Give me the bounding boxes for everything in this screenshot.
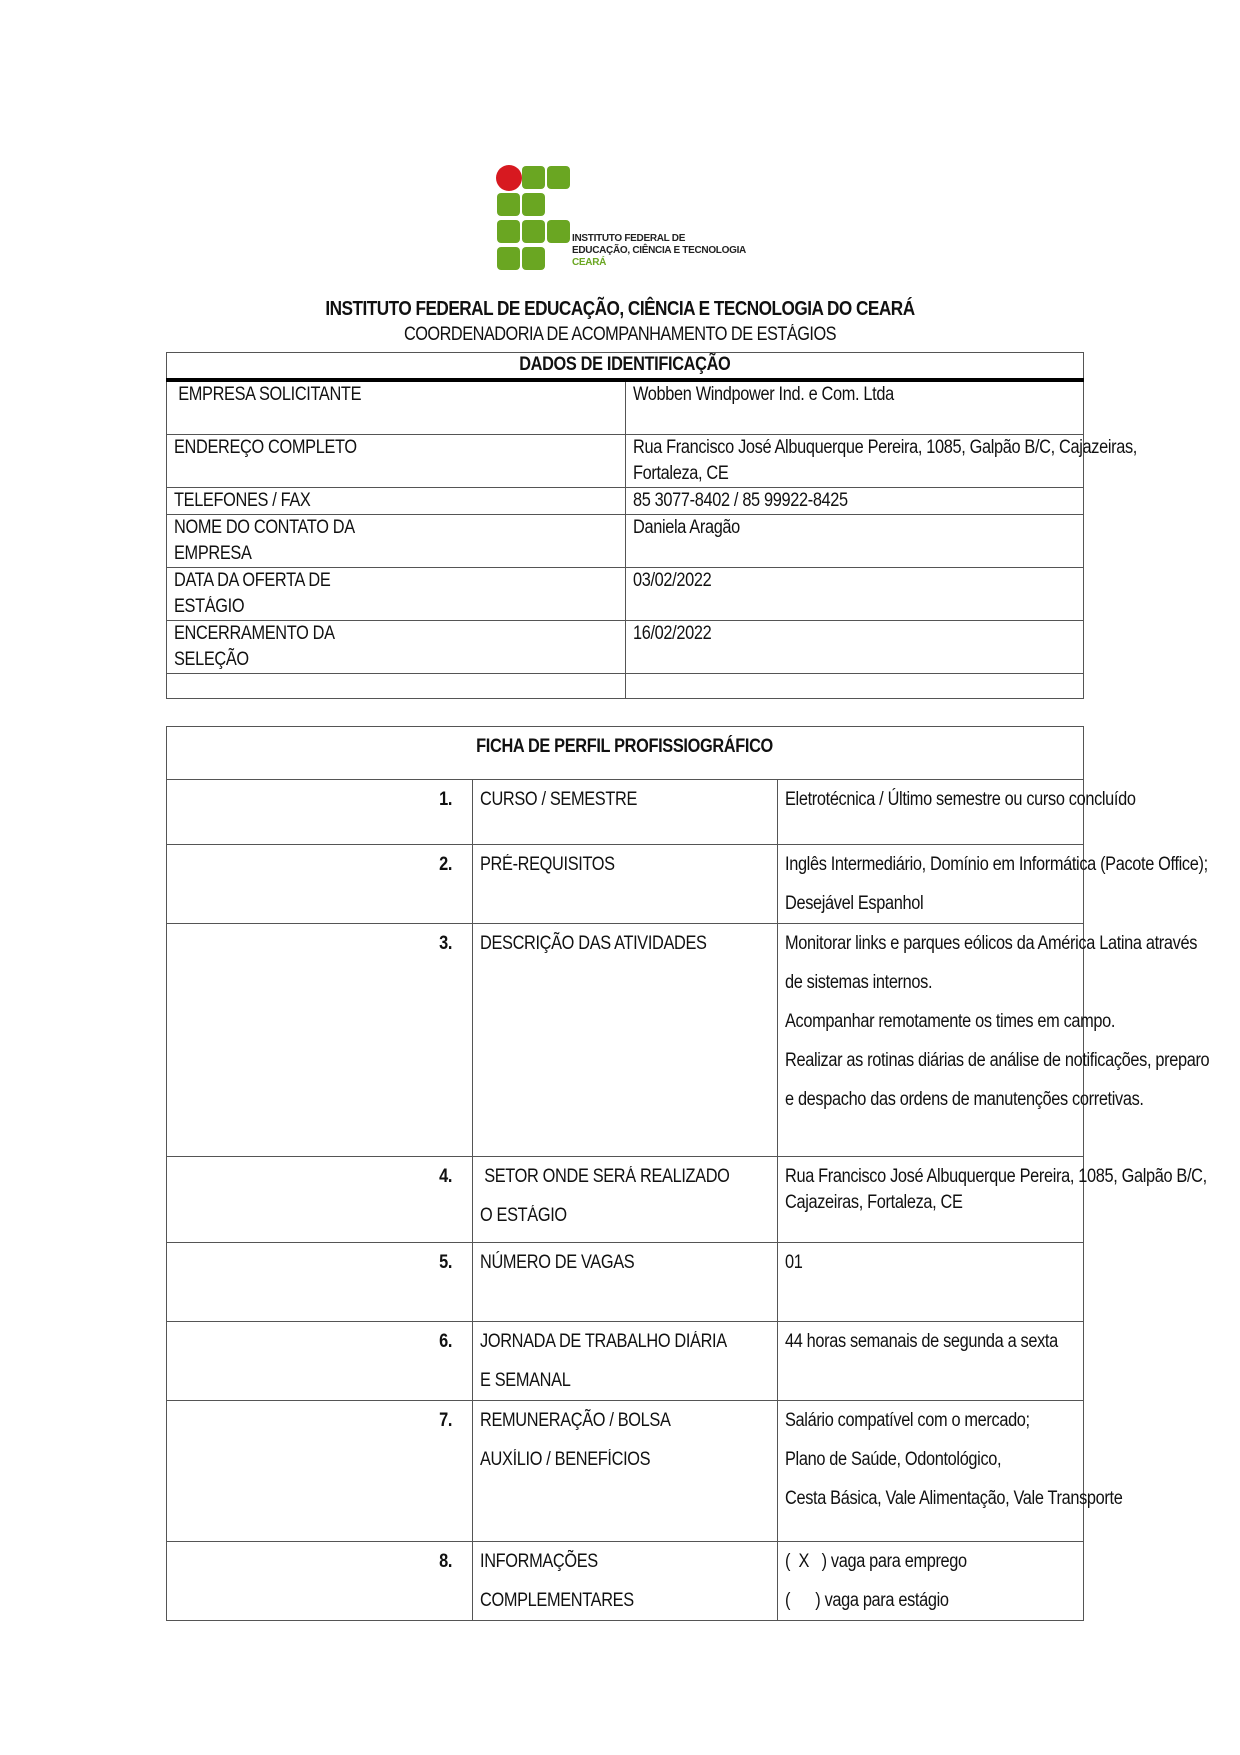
table-row — [167, 780, 1084, 845]
row-label: INFORMAÇÕES COMPLEMENTARES — [472, 1542, 778, 1621]
row-value: 85 3077-8402 / 85 99922-8425 — [625, 488, 1084, 515]
row-number: 8. — [167, 1542, 473, 1621]
table-row — [167, 488, 1084, 515]
document-subtitle: COORDENADORIA DE ACOMPANHAMENTO DE ESTÁGIOS — [403, 324, 837, 345]
row-number: 3. — [167, 924, 473, 1157]
logo-square — [497, 247, 520, 270]
table-row — [167, 845, 1084, 924]
profile-heading: FICHA DE PERFIL PROFISSIOGRÁFICO — [167, 727, 1084, 780]
logo-text-line3: CEARÁ — [572, 257, 607, 268]
row-number: 5. — [167, 1243, 473, 1322]
logo-text-line2: EDUCAÇÃO, CIÊNCIA E TECNOLOGIA — [572, 245, 746, 256]
table-row — [167, 1542, 1084, 1621]
row-value: Rua Francisco José Albuquerque Pereira, 1085, Galpão B/C, Cajazeiras, Fortaleza, CE — [778, 1157, 1084, 1243]
logo-square — [522, 247, 545, 270]
row-label: EMPRESA SOLICITANTE — [167, 380, 626, 435]
table-row — [167, 621, 1084, 674]
institution-logo — [497, 165, 757, 277]
logo-text-line1: INSTITUTO FEDERAL DE — [572, 233, 686, 244]
row-number: 1. — [167, 780, 473, 845]
row-value: 01 — [778, 1243, 1084, 1322]
document-title: INSTITUTO FEDERAL DE EDUCAÇÃO, CIÊNCIA E TECNOLOGIA DO CEARÁ — [325, 298, 915, 320]
row-label: ENCERRAMENTO DA SELEÇÃO — [167, 621, 626, 674]
row-value — [778, 1542, 1084, 1621]
row-value: Wobben Windpower Ind. e Com. Ltda — [625, 380, 1084, 435]
row-value: Salário compatível com o mercado; Plano de Saúde, Odontológico, Cesta Básica, Vale Alimentação, Vale Transporte — [778, 1401, 1084, 1542]
row-value: Daniela Aragão — [625, 515, 1084, 568]
option-vaga-emprego: ( X ) vaga para emprego — [785, 1551, 968, 1572]
row-value — [625, 674, 1084, 699]
row-label: PRÉ-REQUISITOS — [472, 845, 778, 924]
table-row — [167, 1322, 1084, 1401]
row-value: 44 horas semanais de segunda a sexta — [778, 1322, 1084, 1401]
logo-square — [547, 220, 570, 243]
table-row — [167, 380, 1084, 435]
table-row — [167, 568, 1084, 621]
row-label: NOME DO CONTATO DA EMPRESA — [167, 515, 626, 568]
row-label: REMUNERAÇÃO / BOLSA AUXÍLIO / BENEFÍCIOS — [472, 1401, 778, 1542]
logo-red-dot — [496, 165, 522, 191]
row-label — [167, 674, 626, 699]
row-label: ENDEREÇO COMPLETO — [167, 435, 626, 488]
row-label: DATA DA OFERTA DE ESTÁGIO — [167, 568, 626, 621]
logo-square — [522, 166, 545, 189]
row-label: NÚMERO DE VAGAS — [472, 1243, 778, 1322]
row-number: 6. — [167, 1322, 473, 1401]
logo-square — [522, 220, 545, 243]
row-label: TELEFONES / FAX — [167, 488, 626, 515]
table-row-empty — [167, 674, 1084, 699]
identification-table — [166, 352, 1137, 699]
logo-square — [522, 193, 545, 216]
logo-square — [497, 193, 520, 216]
option-vaga-estagio: ( ) vaga para estágio — [785, 1590, 949, 1611]
table-row — [167, 1157, 1084, 1243]
row-value: 16/02/2022 — [625, 621, 1084, 674]
row-value: Rua Francisco José Albuquerque Pereira, 1085, Galpão B/C, Cajazeiras, Fortaleza, CE — [625, 435, 1084, 488]
row-number: 2. — [167, 845, 473, 924]
row-label: CURSO / SEMESTRE — [472, 780, 778, 845]
row-value: Monitorar links e parques eólicos da América Latina através de sistemas internos. Acompanhar remotamente os times em campo. Realizar as rotinas diárias de análise de notificações, preparo e despacho das ordens de manutenções corretivas. — [778, 924, 1084, 1157]
row-label: DESCRIÇÃO DAS ATIVIDADES — [472, 924, 778, 1157]
table-row — [167, 1243, 1084, 1322]
row-number: 7. — [167, 1401, 473, 1542]
table-row — [167, 435, 1084, 488]
logo-square — [547, 166, 570, 189]
profile-table — [166, 726, 1210, 1621]
row-number: 4. — [167, 1157, 473, 1243]
row-label: JORNADA DE TRABALHO DIÁRIA E SEMANAL — [472, 1322, 778, 1401]
row-value: Eletrotécnica / Último semestre ou curso concluído — [778, 780, 1084, 845]
logo-square — [497, 220, 520, 243]
table-row — [167, 1401, 1084, 1542]
row-label: SETOR ONDE SERÁ REALIZADO O ESTÁGIO — [472, 1157, 778, 1243]
table-row — [167, 515, 1084, 568]
row-value: 03/02/2022 — [625, 568, 1084, 621]
table-row — [167, 924, 1084, 1157]
identification-heading: DADOS DE IDENTIFICAÇÃO — [167, 353, 1084, 381]
row-value: Inglês Intermediário, Domínio em Informática (Pacote Office); Desejável Espanhol — [778, 845, 1084, 924]
